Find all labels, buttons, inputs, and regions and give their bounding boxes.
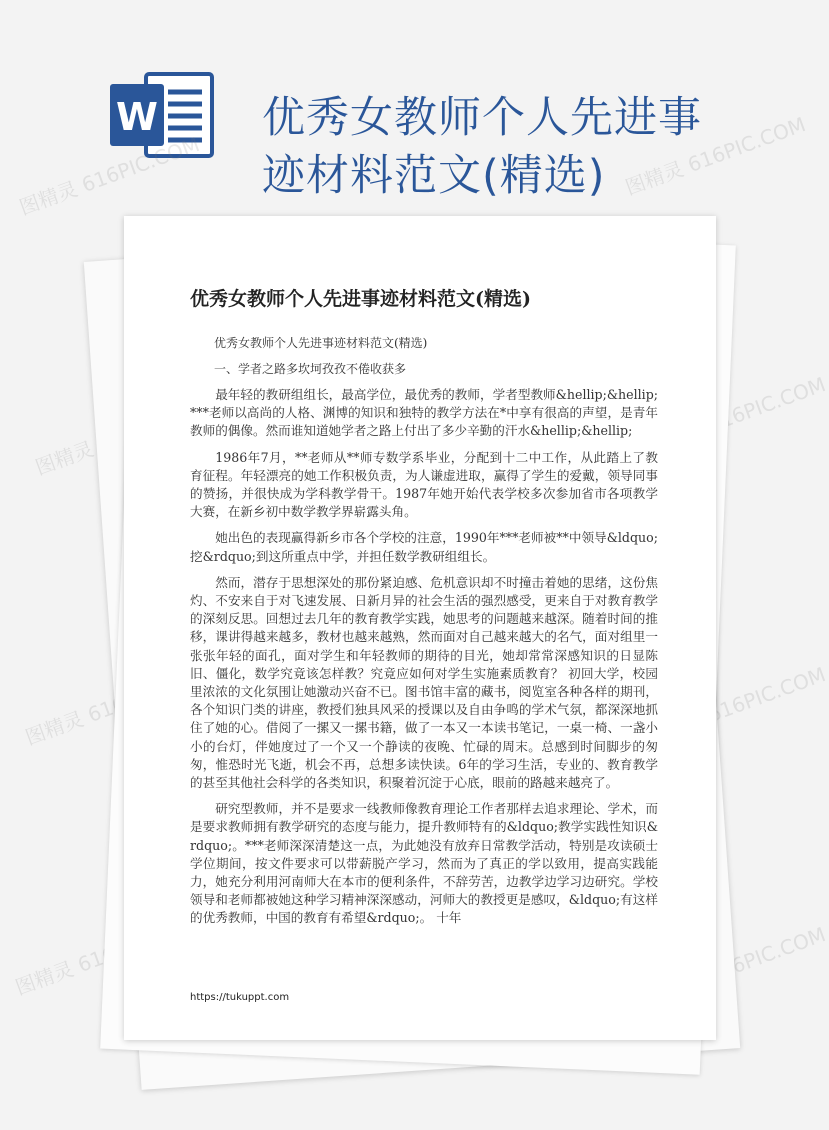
watermark: 图精灵 616PIC.COM xyxy=(642,662,829,750)
section-heading: 一、学者之路多坎坷孜孜不倦收获多 xyxy=(214,362,407,376)
paragraph: 研究型教师，并不是要求一线教师像教育理论工作者那样去追求理论、学术，而是要求教师拥有教学研究的态度与能力，提升教师特有的&ldquo;教学实践性知识&rdquo;。***老师深深清楚这一点，为此她没有放弃日常教学活动，特别是攻读硕士学位期间，按文件要求可以带薪脱产学习，然而为了真正的学以致用，提高实践能力，她充分利用河南师大在本市的便利条件，不辞劳苦，边教学边学习边研究。学校领导和老师都被她这种学习精神深深感动，河师大的教授更是感叹，&ldquo;有这样的优秀教师，中国的教育有希望&rdquo;。 十年 xyxy=(190,801,658,926)
footer-url[interactable]: https://tukuppt.com xyxy=(190,992,290,1003)
word-logo-letter: W xyxy=(116,95,158,139)
watermark: 图精灵 616PIC.COM xyxy=(622,112,809,200)
watermark: 图精灵 616PIC.COM xyxy=(642,372,829,460)
document-body xyxy=(190,386,658,936)
page-title-line1: 优秀女教师个人先进事 xyxy=(262,92,702,143)
page-title xyxy=(262,89,762,205)
paragraph: 1986年7月，**老师从**师专数学系毕业，分配到十二中工作，从此踏上了教育征程。年轻漂亮的她工作积极负责，为人谦虚进取，赢得了学生的爱戴，领导同事的赞扬，并很快成为学科教学骨干。1987年她开始代表学校多次参加省市各项教学大赛，在新乡初中数学教学界崭露头角。 xyxy=(190,449,658,520)
paragraph: 她出色的表现赢得新乡市各个学校的注意，1990年***老师被**中领导&ldquo;挖&rdquo;到这所重点中学，并担任数学教研组组长。 xyxy=(190,530,658,564)
paragraph: 然而，潜存于思想深处的那份紧迫感、危机意识却不时撞击着她的思绪，这份焦灼、不安来自于对飞速发展、日新月异的社会生活的强烈感受，更来自于对教育教学的深刻反思。回想过去几年的教育教学实践，她思考的问题越来越深。随着时间的推移，课讲得越来越多，教材也越来越熟，然而面对自己越来越大的名气，面对组里一张张年轻的面孔，面对学生和年轻教师的期待的目光，她却常常深感知识的日显陈旧、僵化，数学究竟该怎样教？究竟应如何对学生实施素质教育？ 初回大学，校园里浓浓的文化氛围让她激动兴奋不已。图书馆丰富的藏书，阅览室各种各样的期刊，各个知识门类的讲座，教授们独具风采的授课以及自由争鸣的学术气氛，都深深地抓住了她的心。借阅了一摞又一摞书籍，做了一本又一本读书笔记，一桌一椅、一盏小小的台灯，伴她度过了一个又一个静读的夜晚、忙碌的周末。总感到时间脚步的匆匆，惟恐时光飞逝，机会不再，总想多读快读。6年的学习生活，专业的、教育教学的甚至其他社会科学的各类知识，积聚着沉淀于心底，眼前的路越来越亮了。 xyxy=(190,574,658,791)
watermark: 图精灵 xyxy=(12,956,77,1000)
watermark: 图精灵 xyxy=(32,436,97,480)
document-subtitle: 优秀女教师个人先进事迹材料范文(精选) xyxy=(214,336,428,350)
watermark: 图精灵 xyxy=(22,706,87,750)
watermark: 图精灵 616PIC.COM xyxy=(642,922,829,1010)
document-title: 优秀女教师个人先进事迹材料范文(精选) xyxy=(190,288,531,310)
watermark: 图精灵 616PIC.COM xyxy=(16,132,203,220)
document-page xyxy=(124,216,716,1040)
paragraph: 最年轻的教研组组长，最高学位，最优秀的教师，学者型教师&hellip;&hellip;***老师以高尚的人格、渊博的知识和独特的教学方法在*中享有很高的声望，是青年教师的偶像。然而谁知道她学者之路上付出了多少辛勤的汗水&hellip;&hellip; xyxy=(190,387,658,439)
page-title-line2: 迹材料范文(精选) xyxy=(262,150,606,201)
word-document-icon xyxy=(108,70,218,160)
